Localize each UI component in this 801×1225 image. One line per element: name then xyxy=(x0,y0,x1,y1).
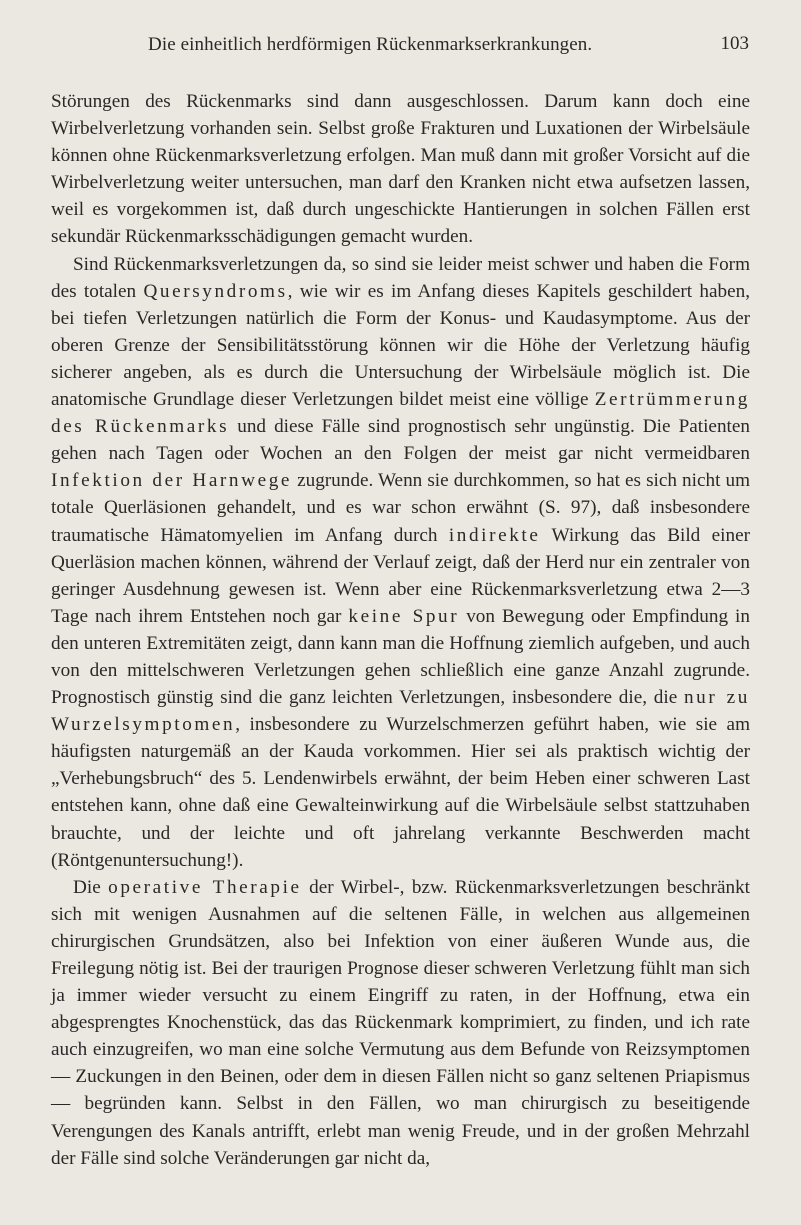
text-segment: Sind Rückenmarksverletzungen da, so sind sie leider meist schwer und haben die Form des totalen xyxy=(51,253,750,302)
emphasized-term: Zertrümmerung des Rückenmarks xyxy=(51,389,750,438)
text-segment: Wirkung das Bild einer Querläsion machen können, während der Verlauf zeigt, daß der Herd nur ein zentraler von geringer Ausdehnung gewesen ist. Wenn aber eine Rückenmarksverletzung etwa 2—3 Tage nach ihrem Entstehen noch gar xyxy=(51,524,750,627)
text-segment: und diese Fälle sind prognostisch sehr ungünstig. Die Patienten gehen nach Tagen oder Wochen an den Folgen der meist gar nicht vermeidbaren xyxy=(51,416,750,465)
text-segment: , insbesondere zu Wurzelschmerzen geführt haben, wie sie am häufigsten naturgemäß an der Kauda vorkommen. Hier sei als praktisch wichtig der „Verhebungsbruch“ des 5. Lendenwirbels erwähnt, der beim Heben einer schweren Last entstehen kann, ohne daß eine Gewalteinwirkung auf die Wirbelsäule selbst stattzuhaben brauchte, und der leichte und oft jahrelang verkannte Beschwerden macht (Röntgenuntersuchung!). xyxy=(51,714,750,871)
text-segment: von Bewegung oder Empfindung in den unteren Extremitäten zeigt, dann kann man die Hoffnung ziemlich aufgeben, und auch von den mittelschweren Verletzungen gehen schließlich eine ganze Anzahl zugrunde. Prognostisch günstig sind die ganz leichten Verletzungen, insbesondere die, die xyxy=(51,605,750,709)
emphasized-term: nur zu Wurzelsymptomen xyxy=(51,687,750,736)
text-segment: Die xyxy=(73,876,109,898)
page-number: 103 xyxy=(720,33,749,54)
paragraph-1 xyxy=(51,88,750,251)
text-segment: Störungen des Rückenmarks sind dann ausgeschlossen. Darum kann doch eine Wirbelverletzung vorhanden sein. Selbst große Frakturen und Luxationen der Wirbelsäule können ohne Rückenmarksverletzung erfolgen. Man muß dann mit großer Vorsicht auf die Wirbelverletzung weiter untersuchen, man darf den Kranken nicht etwa aufsetzen lassen, weil es vorgekommen ist, daß durch ungeschickte Hantierungen in solchen Fällen erst sekundär Rückenmarksschädigungen gemacht wurden. xyxy=(51,91,750,248)
body-text xyxy=(51,88,750,1172)
emphasized-term: indirekte xyxy=(448,524,541,546)
text-segment: der Wirbel-, bzw. Rückenmarksverletzungen beschränkt sich mit wenigen Ausnahmen auf die seltenen Fälle, in welchen aus allgemeinen chirurgischen Grundsätzen, also bei Infektion von einer äußeren Wunde aus, die Freilegung nötig ist. Bei der traurigen Prognose dieser schweren Verletzung fühlt man sich ja immer wieder versucht zu einem Eingriff zu raten, in der Hoffnung, etwa ein abgesprengtes Knochenstück, das das Rückenmark komprimiert, zu finden, und ich rate auch einzugreifen, wo man eine solche Vermutung aus dem Befunde von Reizsymptomen — Zuckungen in den Beinen, oder dem in diesen Fällen nicht so ganz seltenen Priapismus — begründen kann. Selbst in den Fällen, wo man chirurgisch zu beseitigende Verengungen des Kanals antrifft, erlebt man wenig Freude, und in der großen Mehrzahl der Fälle sind solche Veränderungen gar nicht da, xyxy=(51,876,751,1169)
running-title: Die einheitlich herdförmigen Rückenmarkserkrankungen. xyxy=(148,34,593,55)
paragraph-3 xyxy=(51,874,750,1172)
text-segment: zugrunde. Wenn sie durchkommen, so hat es sich nicht um totale Querläsionen gehandelt, und es war schon erwähnt (S. 97), daß insbesondere traumatische Hämatomyelien im Anfang durch xyxy=(51,470,751,546)
emphasized-term: keine Spur xyxy=(348,605,460,627)
paragraph-2 xyxy=(51,251,750,874)
emphasized-term: Quersyndroms xyxy=(143,280,288,302)
emphasized-term: Infektion der Harnwege xyxy=(51,470,293,492)
emphasized-term: operative Therapie xyxy=(108,876,302,898)
text-segment: , wie wir es im Anfang dieses Kapitels geschildert haben, bei tiefen Verletzungen natürlich die Form der Konus- und Kaudasymptome. Aus der oberen Grenze der Sensibilitätsstörung können wir die Höhe der Verletzung häufig sicherer angeben, als es durch die Untersuchung der Wirbelsäule möglich ist. Die anatomische Grundlage dieser Verletzungen bildet meist eine völlige xyxy=(51,280,750,411)
